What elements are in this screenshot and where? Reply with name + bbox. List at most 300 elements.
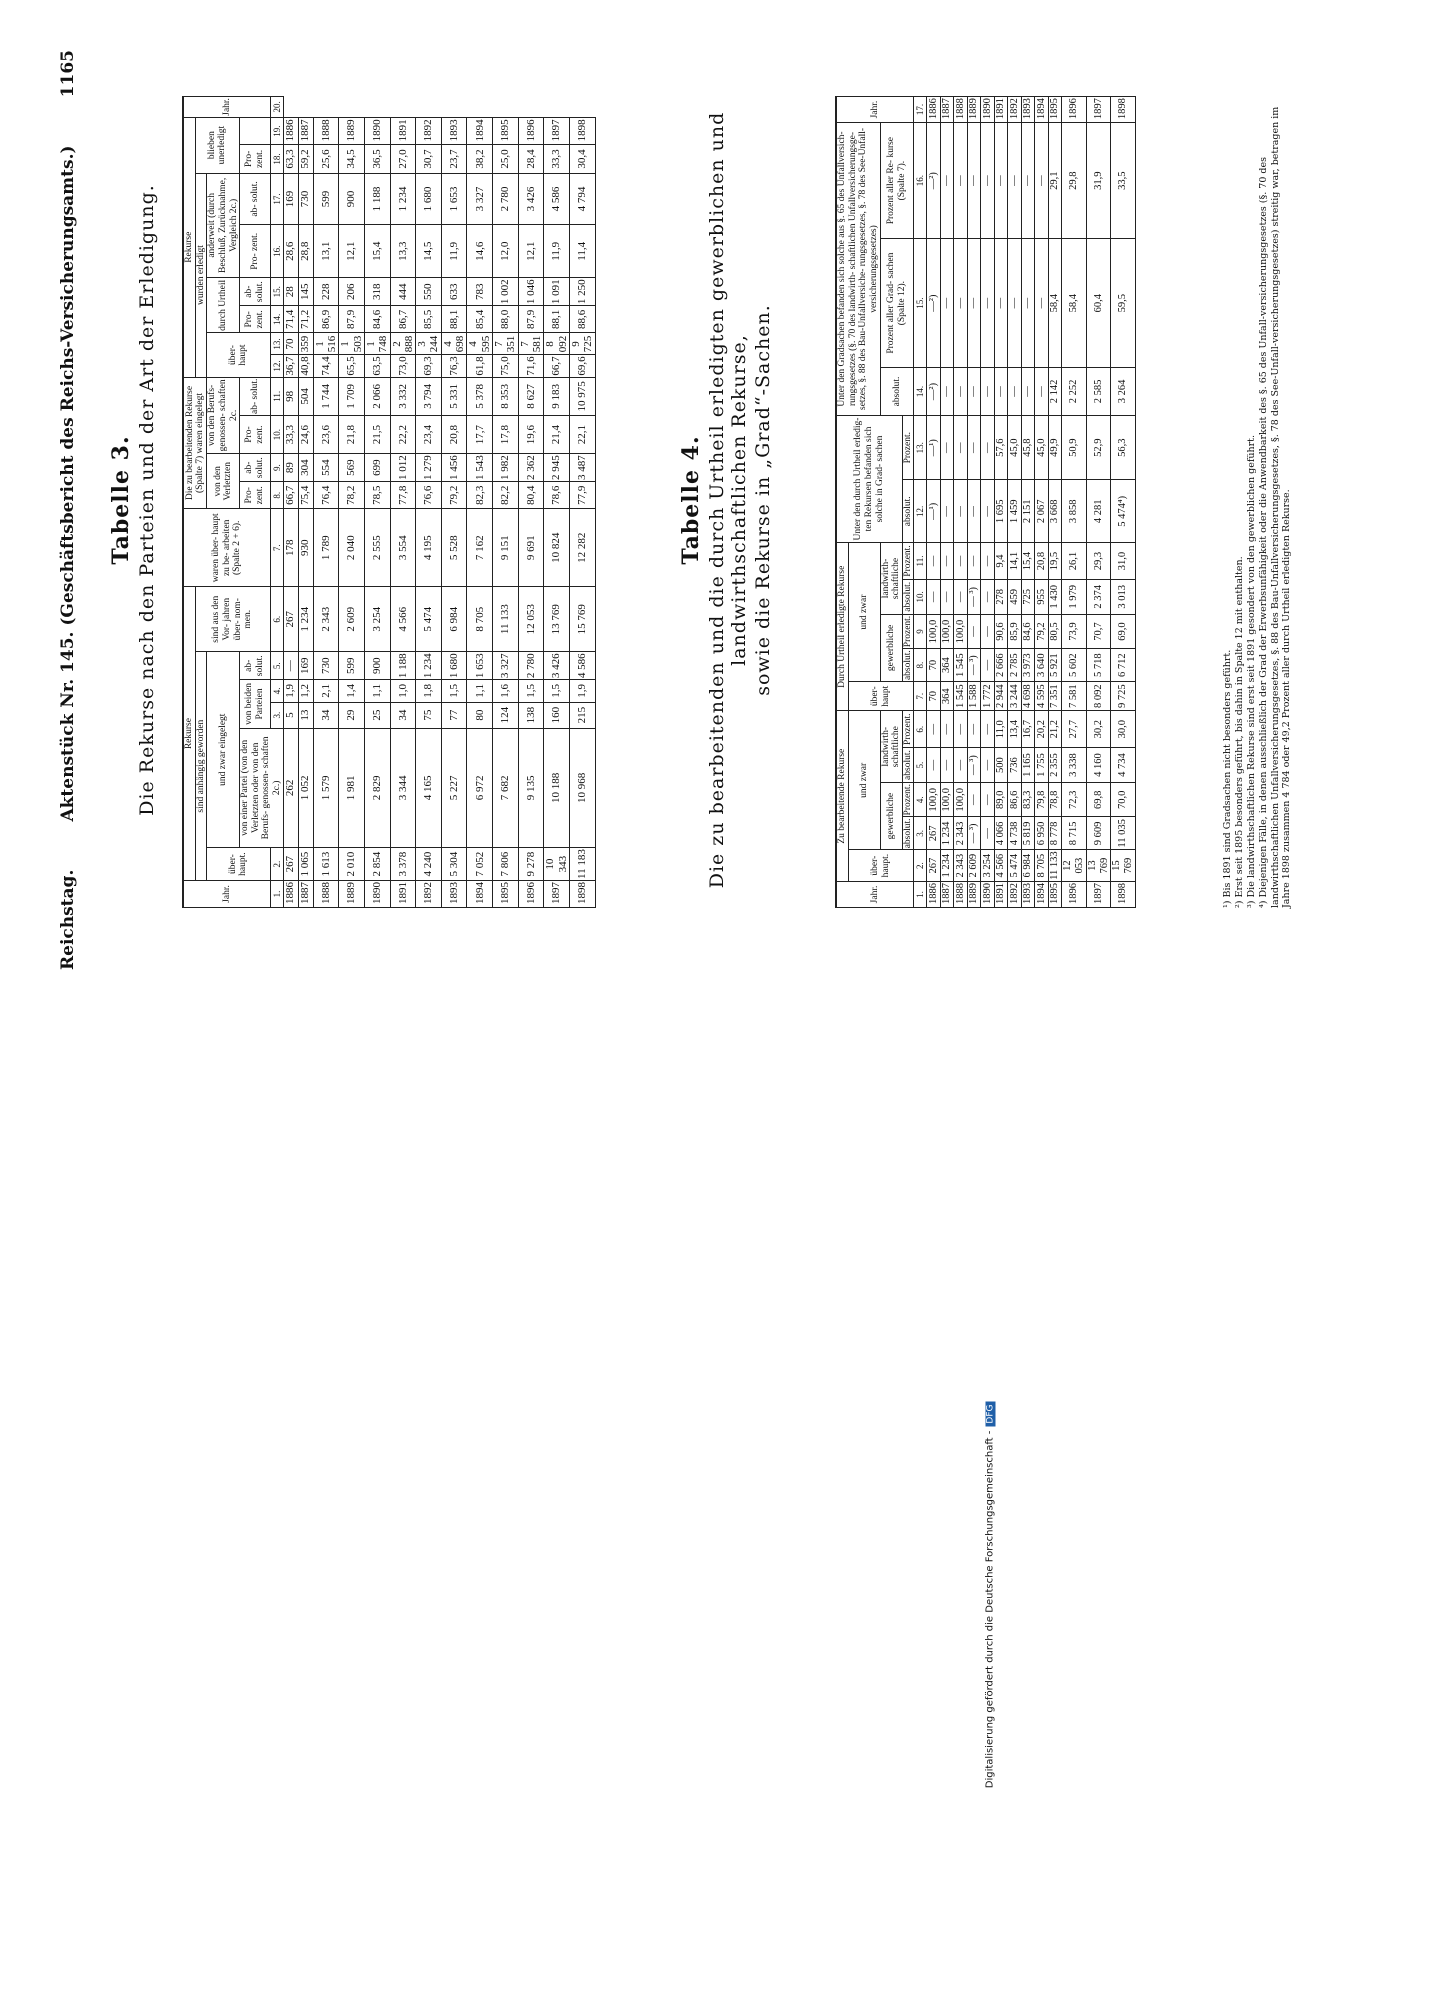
t3-cell: 2 829 bbox=[364, 728, 390, 848]
t3-cell: 900 bbox=[339, 173, 365, 225]
t3-cell: 1 516 bbox=[313, 333, 339, 355]
t4-cell: 1891 bbox=[994, 97, 1008, 123]
t3-cell: 730 bbox=[313, 652, 339, 680]
t4-cell: 1891 bbox=[994, 882, 1008, 908]
t4-colnum: 5. bbox=[914, 748, 927, 783]
t3-cell: 1 456 bbox=[441, 454, 467, 482]
t3-cell: 1,5 bbox=[441, 680, 467, 702]
t4-cell: —²) bbox=[927, 239, 941, 368]
t3-cell: 9 183 bbox=[544, 377, 570, 415]
t3-cell: 9 725 bbox=[569, 333, 595, 355]
table-row bbox=[1048, 97, 1062, 908]
t3-cell: 5 bbox=[283, 702, 298, 728]
t3-cell: 21,4 bbox=[544, 416, 570, 454]
t3-cell: 14,5 bbox=[416, 225, 442, 278]
t3-cell: 2 780 bbox=[518, 652, 544, 680]
t4-colnum: 2. bbox=[914, 850, 927, 882]
t3-cell: 1895 bbox=[493, 881, 519, 908]
t3-cell: 30,4 bbox=[569, 145, 595, 173]
t3-cell: 70 bbox=[283, 333, 298, 355]
t3-cell: 12,0 bbox=[493, 225, 519, 278]
t3-h-anderweit: anderweit (durch Beschluß, Zurücknahme, Vergleich 2c.) bbox=[207, 173, 240, 278]
t3-cell: 1,0 bbox=[390, 680, 416, 702]
t4-cell: — bbox=[954, 368, 968, 416]
t4-cell: — bbox=[994, 239, 1008, 368]
t4-cell: — bbox=[954, 239, 968, 368]
t3-cell: 19,6 bbox=[518, 416, 544, 454]
t3-cell: 28,4 bbox=[518, 145, 544, 173]
t3-cell: 4 586 bbox=[569, 652, 595, 680]
table3-title: Tabelle 3. bbox=[108, 435, 134, 565]
t4-cell: 1886 bbox=[927, 882, 941, 908]
table4-subtitle-1: Die zu bearbeitenden und die durch Urtheil erledigten gewerblichen und landwirthschaftlichen Rekurse, bbox=[706, 111, 750, 889]
table-row bbox=[493, 97, 519, 908]
t4-cell: 69,8 bbox=[1086, 783, 1111, 817]
t3-cell: 1888 bbox=[313, 117, 339, 145]
t4-cell: — bbox=[1008, 368, 1022, 416]
t3-cell: 3 327 bbox=[467, 173, 493, 225]
t3-cell: 17,8 bbox=[493, 416, 519, 454]
t3-colnum: 19. bbox=[270, 117, 283, 145]
t4-cell: 4 066 bbox=[994, 817, 1008, 850]
t4-cell: — bbox=[940, 123, 954, 239]
t3-cell: 9 278 bbox=[518, 848, 544, 881]
t4-cell: 1898 bbox=[1111, 97, 1136, 123]
t3-cell: 25,6 bbox=[313, 145, 339, 173]
t3-colnum: 17. bbox=[270, 173, 283, 225]
t4-cell: 1895 bbox=[1048, 882, 1062, 908]
t3-cell: 1,9 bbox=[569, 680, 595, 702]
t3-cell: 59,2 bbox=[298, 145, 313, 173]
t4-h-jahr: Jahr. bbox=[836, 882, 914, 908]
t3-cell: 4 794 bbox=[569, 173, 595, 225]
table3 bbox=[182, 96, 596, 908]
t3-cell: 7 162 bbox=[467, 509, 493, 587]
t4-cell: —²) bbox=[927, 368, 941, 416]
t4-cell: 3 640 bbox=[1035, 649, 1049, 682]
t3-cell: 550 bbox=[416, 278, 442, 306]
t4-cell: 45,0 bbox=[1035, 415, 1049, 480]
t3-cell: 17,7 bbox=[467, 416, 493, 454]
t3-body bbox=[283, 97, 595, 908]
t3-cell: 178 bbox=[283, 509, 298, 587]
t4-cell: 69,0 bbox=[1111, 614, 1136, 648]
t3-cell: 11,9 bbox=[441, 225, 467, 278]
t3-cell: 85,4 bbox=[467, 306, 493, 333]
t4-cell: 1 165 bbox=[1021, 748, 1035, 783]
t3-cell: 228 bbox=[313, 278, 339, 306]
t3-cell: 6 984 bbox=[441, 587, 467, 652]
t3-cell: 599 bbox=[339, 652, 365, 680]
t3-cell: 8 705 bbox=[467, 587, 493, 652]
t4-cell: 15 769 bbox=[1111, 850, 1136, 882]
t4-cell: 3 668 bbox=[1048, 480, 1062, 543]
t4-cell: — bbox=[940, 579, 954, 614]
t3-cell: 1 789 bbox=[313, 509, 339, 587]
t4-column-numbers bbox=[914, 97, 927, 908]
t4-cell: 1 234 bbox=[940, 817, 954, 850]
t3-colnum: 15. bbox=[270, 278, 283, 306]
t4-cell: — bbox=[954, 480, 968, 543]
t4-cell: 1886 bbox=[927, 97, 941, 123]
t4-cell: — bbox=[1021, 123, 1035, 239]
t3-cell: 38,2 bbox=[467, 145, 493, 173]
t3-cell: 10 824 bbox=[544, 509, 570, 587]
t4-cell: 30,0 bbox=[1111, 711, 1136, 748]
t3-colnum: 14. bbox=[270, 306, 283, 333]
t4-cell: 58,4 bbox=[1062, 239, 1087, 368]
t4-cell: 2 944 bbox=[994, 682, 1008, 711]
t4-cell: 6 712 bbox=[1111, 649, 1136, 682]
t3-cell: 169 bbox=[298, 652, 313, 680]
t3-cell: 1 250 bbox=[569, 278, 595, 306]
t4-cell: 27,7 bbox=[1062, 711, 1087, 748]
t3-cell: 1 579 bbox=[313, 728, 339, 848]
t4-cell: 100,0 bbox=[940, 614, 954, 648]
t3-cell: 21,5 bbox=[364, 416, 390, 454]
t4-cell: 364 bbox=[940, 682, 954, 711]
t3-cell: 1 748 bbox=[364, 333, 390, 355]
t3-h-ueberhaupt2: über- haupt bbox=[207, 333, 270, 377]
t3-cell: 65,5 bbox=[339, 355, 365, 377]
t3-cell: 1 744 bbox=[313, 377, 339, 415]
t3-cell: 82,3 bbox=[467, 482, 493, 509]
t4-colnum: 10. bbox=[914, 579, 927, 614]
table-row bbox=[927, 97, 941, 908]
t3-cell: 1896 bbox=[518, 117, 544, 145]
t3-cell: 12,1 bbox=[518, 225, 544, 278]
t4-cell: 4 595 bbox=[1035, 682, 1049, 711]
table-row bbox=[1062, 97, 1087, 908]
t3-cell: 2 010 bbox=[339, 848, 365, 881]
table3-heading bbox=[108, 0, 158, 1000]
t4-colnum: 17. bbox=[914, 97, 927, 123]
t3-cell: 25,0 bbox=[493, 145, 519, 173]
t4-cell: 86,6 bbox=[1008, 783, 1022, 817]
t4-cell: — bbox=[981, 649, 995, 682]
t4-h-durchurtheil: Durch Urtheil erledigte Rekurse bbox=[836, 543, 848, 711]
t4-cell: 1 755 bbox=[1035, 748, 1049, 783]
t4-cell: 3 973 bbox=[1021, 649, 1035, 682]
t4-cell: 2 142 bbox=[1048, 368, 1062, 416]
t3-cell: 3 254 bbox=[364, 587, 390, 652]
table-row bbox=[298, 97, 313, 908]
t4-cell: 73,9 bbox=[1062, 614, 1087, 648]
t3-cell: 2 888 bbox=[390, 333, 416, 355]
t3-cell: 5 474 bbox=[416, 587, 442, 652]
table-row bbox=[1035, 97, 1049, 908]
t4-cell: 90,6 bbox=[994, 614, 1008, 648]
t4-cell: 9,4 bbox=[994, 543, 1008, 580]
t3-cell: 699 bbox=[364, 454, 390, 482]
t4-cell: 16,7 bbox=[1021, 711, 1035, 748]
t4-cell: 1889 bbox=[967, 882, 981, 908]
t4-cell: — bbox=[981, 123, 995, 239]
t4-cell: 1893 bbox=[1021, 882, 1035, 908]
t4-cell: — ³) bbox=[967, 817, 981, 850]
t3-cell: 69,6 bbox=[569, 355, 595, 377]
t3-cell: 66,7 bbox=[544, 355, 570, 377]
t4-cell: 4 566 bbox=[994, 850, 1008, 882]
t3-cell: 11,4 bbox=[569, 225, 595, 278]
t3-cell: 1 002 bbox=[493, 278, 519, 306]
t3-cell: 77 bbox=[441, 702, 467, 728]
t3-cell: 1891 bbox=[390, 881, 416, 908]
t3-cell: 1887 bbox=[298, 117, 313, 145]
t3-h-abs: ab- solut. bbox=[240, 454, 271, 482]
t3-cell: 1,1 bbox=[364, 680, 390, 702]
t3-cell: 3 344 bbox=[390, 728, 416, 848]
t3-cell: 444 bbox=[390, 278, 416, 306]
t3-cell: 75 bbox=[416, 702, 442, 728]
t4-cell: 278 bbox=[994, 579, 1008, 614]
t3-colnum: 6. bbox=[270, 587, 283, 652]
t4-body bbox=[927, 97, 1136, 908]
t3-cell: 3 554 bbox=[390, 509, 416, 587]
t4-cell: 100,0 bbox=[954, 783, 968, 817]
t4-cell: 2 151 bbox=[1021, 480, 1035, 543]
t4-cell: 1 430 bbox=[1048, 579, 1062, 614]
t3-cell: 124 bbox=[493, 702, 519, 728]
t4-cell: — bbox=[954, 579, 968, 614]
t3-h-urtheil: durch Urtheil bbox=[207, 278, 240, 333]
t3-cell: 87,9 bbox=[339, 306, 365, 333]
t4-cell: 8 715 bbox=[1062, 817, 1087, 850]
t4-cell: 1 545 bbox=[954, 649, 968, 682]
table-row bbox=[967, 97, 981, 908]
t3-cell: 5 378 bbox=[467, 377, 493, 415]
t3-cell: 11 133 bbox=[493, 587, 519, 652]
t4-cell: 79,8 bbox=[1035, 783, 1049, 817]
t3-cell: 783 bbox=[467, 278, 493, 306]
t3-cell: 1 052 bbox=[298, 728, 313, 848]
t3-colnum: 4. bbox=[270, 680, 283, 702]
t4-h-prozgrad: Prozent aller Grad- sachen (Spalte 12). bbox=[880, 239, 914, 368]
t4-cell: — bbox=[1021, 239, 1035, 368]
t4-cell: 31,0 bbox=[1111, 543, 1136, 580]
t3-cell: 28 bbox=[283, 278, 298, 306]
t3-cell: 1889 bbox=[339, 881, 365, 908]
t3-cell: 10 343 bbox=[544, 848, 570, 881]
footnote: ³) Die landwirthschaftlichen Rekurse sind erst seit 1891 gesondert von den gewerblichen geführt. bbox=[1245, 434, 1257, 908]
t4-colnum: 12. bbox=[914, 480, 927, 543]
t4-cell: 19,5 bbox=[1048, 543, 1062, 580]
t4-cell: 3 254 bbox=[981, 850, 995, 882]
t3-cell: 1 982 bbox=[493, 454, 519, 482]
table3-subtitle: Die Rekurse nach den Parteien und der Art der Erledigung. bbox=[136, 184, 158, 816]
t4-cell: — bbox=[981, 368, 995, 416]
t3-cell: 80 bbox=[467, 702, 493, 728]
dfg-logo: DFG bbox=[986, 1402, 996, 1427]
t4-cell: 89,0 bbox=[994, 783, 1008, 817]
t4-colnum: 6. bbox=[914, 711, 927, 748]
t3-colnum: 3. bbox=[270, 702, 283, 728]
t3-cell: 215 bbox=[569, 702, 595, 728]
t3-cell: 15 769 bbox=[569, 587, 595, 652]
t4-cell: 459 bbox=[1008, 579, 1022, 614]
header-left: Reichstag. bbox=[58, 869, 78, 970]
t3-colnum: 2. bbox=[270, 848, 283, 881]
t4-cell: — bbox=[1035, 239, 1049, 368]
t4-cell: — bbox=[1035, 368, 1049, 416]
t3-cell: 7 351 bbox=[493, 333, 519, 355]
t3-cell: 1 065 bbox=[298, 848, 313, 881]
t3-cell: 206 bbox=[339, 278, 365, 306]
t3-h-undzwar: und zwar eingelegt bbox=[207, 652, 240, 848]
t4-h-ueberhaupt: über- haupt. bbox=[848, 850, 914, 882]
t3-cell: 1890 bbox=[364, 881, 390, 908]
t3-cell: 1 279 bbox=[416, 454, 442, 482]
t4-colnum: 7. bbox=[914, 682, 927, 711]
t3-cell: 13,1 bbox=[313, 225, 339, 278]
t3-cell: 84,6 bbox=[364, 306, 390, 333]
t3-cell: 4 165 bbox=[416, 728, 442, 848]
t4-h-proz: Prozent. bbox=[902, 543, 914, 580]
t4-cell: 56,3 bbox=[1111, 415, 1136, 480]
t4-cell: 5 819 bbox=[1021, 817, 1035, 850]
t3-cell: 1 680 bbox=[416, 173, 442, 225]
t4-cell: 1 772 bbox=[981, 682, 995, 711]
t4-colnum: 14. bbox=[914, 368, 927, 416]
t4-colnum: 16. bbox=[914, 123, 927, 239]
t4-cell: — bbox=[981, 711, 995, 748]
t3-colnum: 11. bbox=[270, 377, 283, 415]
t3-cell: 359 bbox=[298, 333, 313, 355]
t4-cell: 2 785 bbox=[1008, 649, 1022, 682]
t3-cell: 160 bbox=[544, 702, 570, 728]
t4-cell: 29,8 bbox=[1062, 123, 1087, 239]
t4-cell: 79,2 bbox=[1035, 614, 1049, 648]
t4-cell: — bbox=[981, 543, 995, 580]
t3-cell: 8 092 bbox=[544, 333, 570, 355]
t4-h-gew2: gewerbliche bbox=[880, 614, 902, 681]
t3-cell: 3 244 bbox=[416, 333, 442, 355]
t4-cell: 1 459 bbox=[1008, 480, 1022, 543]
t4-h-landw2: landwirth- schaftliche bbox=[880, 543, 902, 615]
t4-cell: 1896 bbox=[1062, 882, 1087, 908]
t3-h-partei: von einer Partei (von den Verletzten oder von den Berufs- genossen- schaften 2c.) bbox=[240, 728, 284, 848]
t4-cell: 5 602 bbox=[1062, 649, 1087, 682]
t3-cell: 23,4 bbox=[416, 416, 442, 454]
t4-cell: 1892 bbox=[1008, 882, 1022, 908]
t3-cell: 900 bbox=[364, 652, 390, 680]
t3-cell: 1 543 bbox=[467, 454, 493, 482]
t3-cell: 1896 bbox=[518, 881, 544, 908]
t3-cell: 14,6 bbox=[467, 225, 493, 278]
t3-cell: 33,3 bbox=[283, 416, 298, 454]
t4-cell: — bbox=[967, 480, 981, 543]
t4-cell: 15,4 bbox=[1021, 543, 1035, 580]
t4-cell: — bbox=[967, 123, 981, 239]
t3-h-abs: ab- solut. bbox=[240, 377, 271, 415]
t4-cell: — bbox=[940, 368, 954, 416]
table4-title: Tabelle 4. bbox=[678, 435, 704, 565]
t3-h-anhaengig: sind anhängig geworden bbox=[195, 652, 207, 881]
t3-h-proz: Pro- zent. bbox=[240, 416, 271, 454]
footnotes bbox=[1222, 88, 1293, 908]
t3-cell: 9 135 bbox=[518, 728, 544, 848]
t4-cell: 52,9 bbox=[1086, 415, 1111, 480]
t4-cell: 1 545 bbox=[954, 682, 968, 711]
t3-cell: 169 bbox=[283, 173, 298, 225]
t4-cell: 8 092 bbox=[1086, 682, 1111, 711]
t3-cell: 77,9 bbox=[569, 482, 595, 509]
t4-h-abs: absolut. bbox=[902, 480, 914, 543]
t3-cell: 88,1 bbox=[441, 306, 467, 333]
t3-cell: 74,4 bbox=[313, 355, 339, 377]
t4-cell: — bbox=[981, 239, 995, 368]
t3-cell: 10 968 bbox=[569, 728, 595, 848]
t4-cell: 84,6 bbox=[1021, 614, 1035, 648]
t4-cell: 100,0 bbox=[927, 783, 941, 817]
t3-h-berufsgen: von den Berufs- genossen- schaften 2c. bbox=[207, 377, 240, 454]
t3-h-abs: ab- solut. bbox=[240, 652, 271, 680]
t3-cell: 23,7 bbox=[441, 145, 467, 173]
t3-cell: 82,2 bbox=[493, 482, 519, 509]
t3-cell: 1 653 bbox=[467, 652, 493, 680]
t3-cell: 78,5 bbox=[364, 482, 390, 509]
t3-cell: 1891 bbox=[390, 117, 416, 145]
table-row bbox=[1021, 97, 1035, 908]
t4-cell: 2 343 bbox=[954, 850, 968, 882]
t3-cell: 1 012 bbox=[390, 454, 416, 482]
t4-h-abs: absolut. bbox=[902, 748, 914, 783]
t3-cell: 1 981 bbox=[339, 728, 365, 848]
table-row bbox=[569, 97, 595, 908]
t4-cell: — bbox=[954, 543, 968, 580]
t3-cell: 5 304 bbox=[441, 848, 467, 881]
t3-h-jahr-right: Jahr. bbox=[183, 97, 270, 118]
t4-cell: 4 738 bbox=[1008, 817, 1022, 850]
t3-cell: 30,7 bbox=[416, 145, 442, 173]
t4-cell: 78,8 bbox=[1048, 783, 1062, 817]
table4-subtitle-2: sowie die Rekurse in „Grad“-Sachen. bbox=[752, 304, 774, 696]
t3-cell: 28,8 bbox=[298, 225, 313, 278]
t4-cell: 2 343 bbox=[954, 817, 968, 850]
t3-cell: 21,8 bbox=[339, 416, 365, 454]
t3-h-rekurse2: Rekurse bbox=[183, 117, 195, 377]
t3-cell: 9 691 bbox=[518, 509, 544, 587]
t3-cell: 1,5 bbox=[518, 680, 544, 702]
t3-cell: 304 bbox=[298, 454, 313, 482]
t4-cell: — ³) bbox=[967, 748, 981, 783]
t3-colnum: 8. bbox=[270, 482, 283, 509]
t4-cell: 6 950 bbox=[1035, 817, 1049, 850]
t4-cell: 58,4 bbox=[1048, 239, 1062, 368]
table-row bbox=[1086, 97, 1111, 908]
t4-cell: 1 234 bbox=[940, 850, 954, 882]
t4-cell: 13,4 bbox=[1008, 711, 1022, 748]
t3-cell: 1,5 bbox=[544, 680, 570, 702]
t4-h-abs: absolut. bbox=[902, 818, 913, 849]
t4-cell: — bbox=[927, 543, 941, 580]
t3-cell: 25 bbox=[364, 702, 390, 728]
t3-cell: 23,6 bbox=[313, 416, 339, 454]
t3-cell: 1 188 bbox=[390, 652, 416, 680]
t4-cell: — bbox=[994, 123, 1008, 239]
t4-colnum: 8. bbox=[914, 649, 927, 682]
t3-cell: 1894 bbox=[467, 117, 493, 145]
t3-cell: 63,5 bbox=[364, 355, 390, 377]
t4-cell: 1890 bbox=[981, 882, 995, 908]
t3-cell: 4 195 bbox=[416, 509, 442, 587]
t4-cell: 5 474⁴) bbox=[1111, 480, 1136, 543]
table-row bbox=[364, 97, 390, 908]
t3-colnum: 18. bbox=[270, 145, 283, 173]
table4 bbox=[835, 96, 1136, 908]
table-row bbox=[467, 97, 493, 908]
t3-cell: — bbox=[283, 652, 298, 680]
